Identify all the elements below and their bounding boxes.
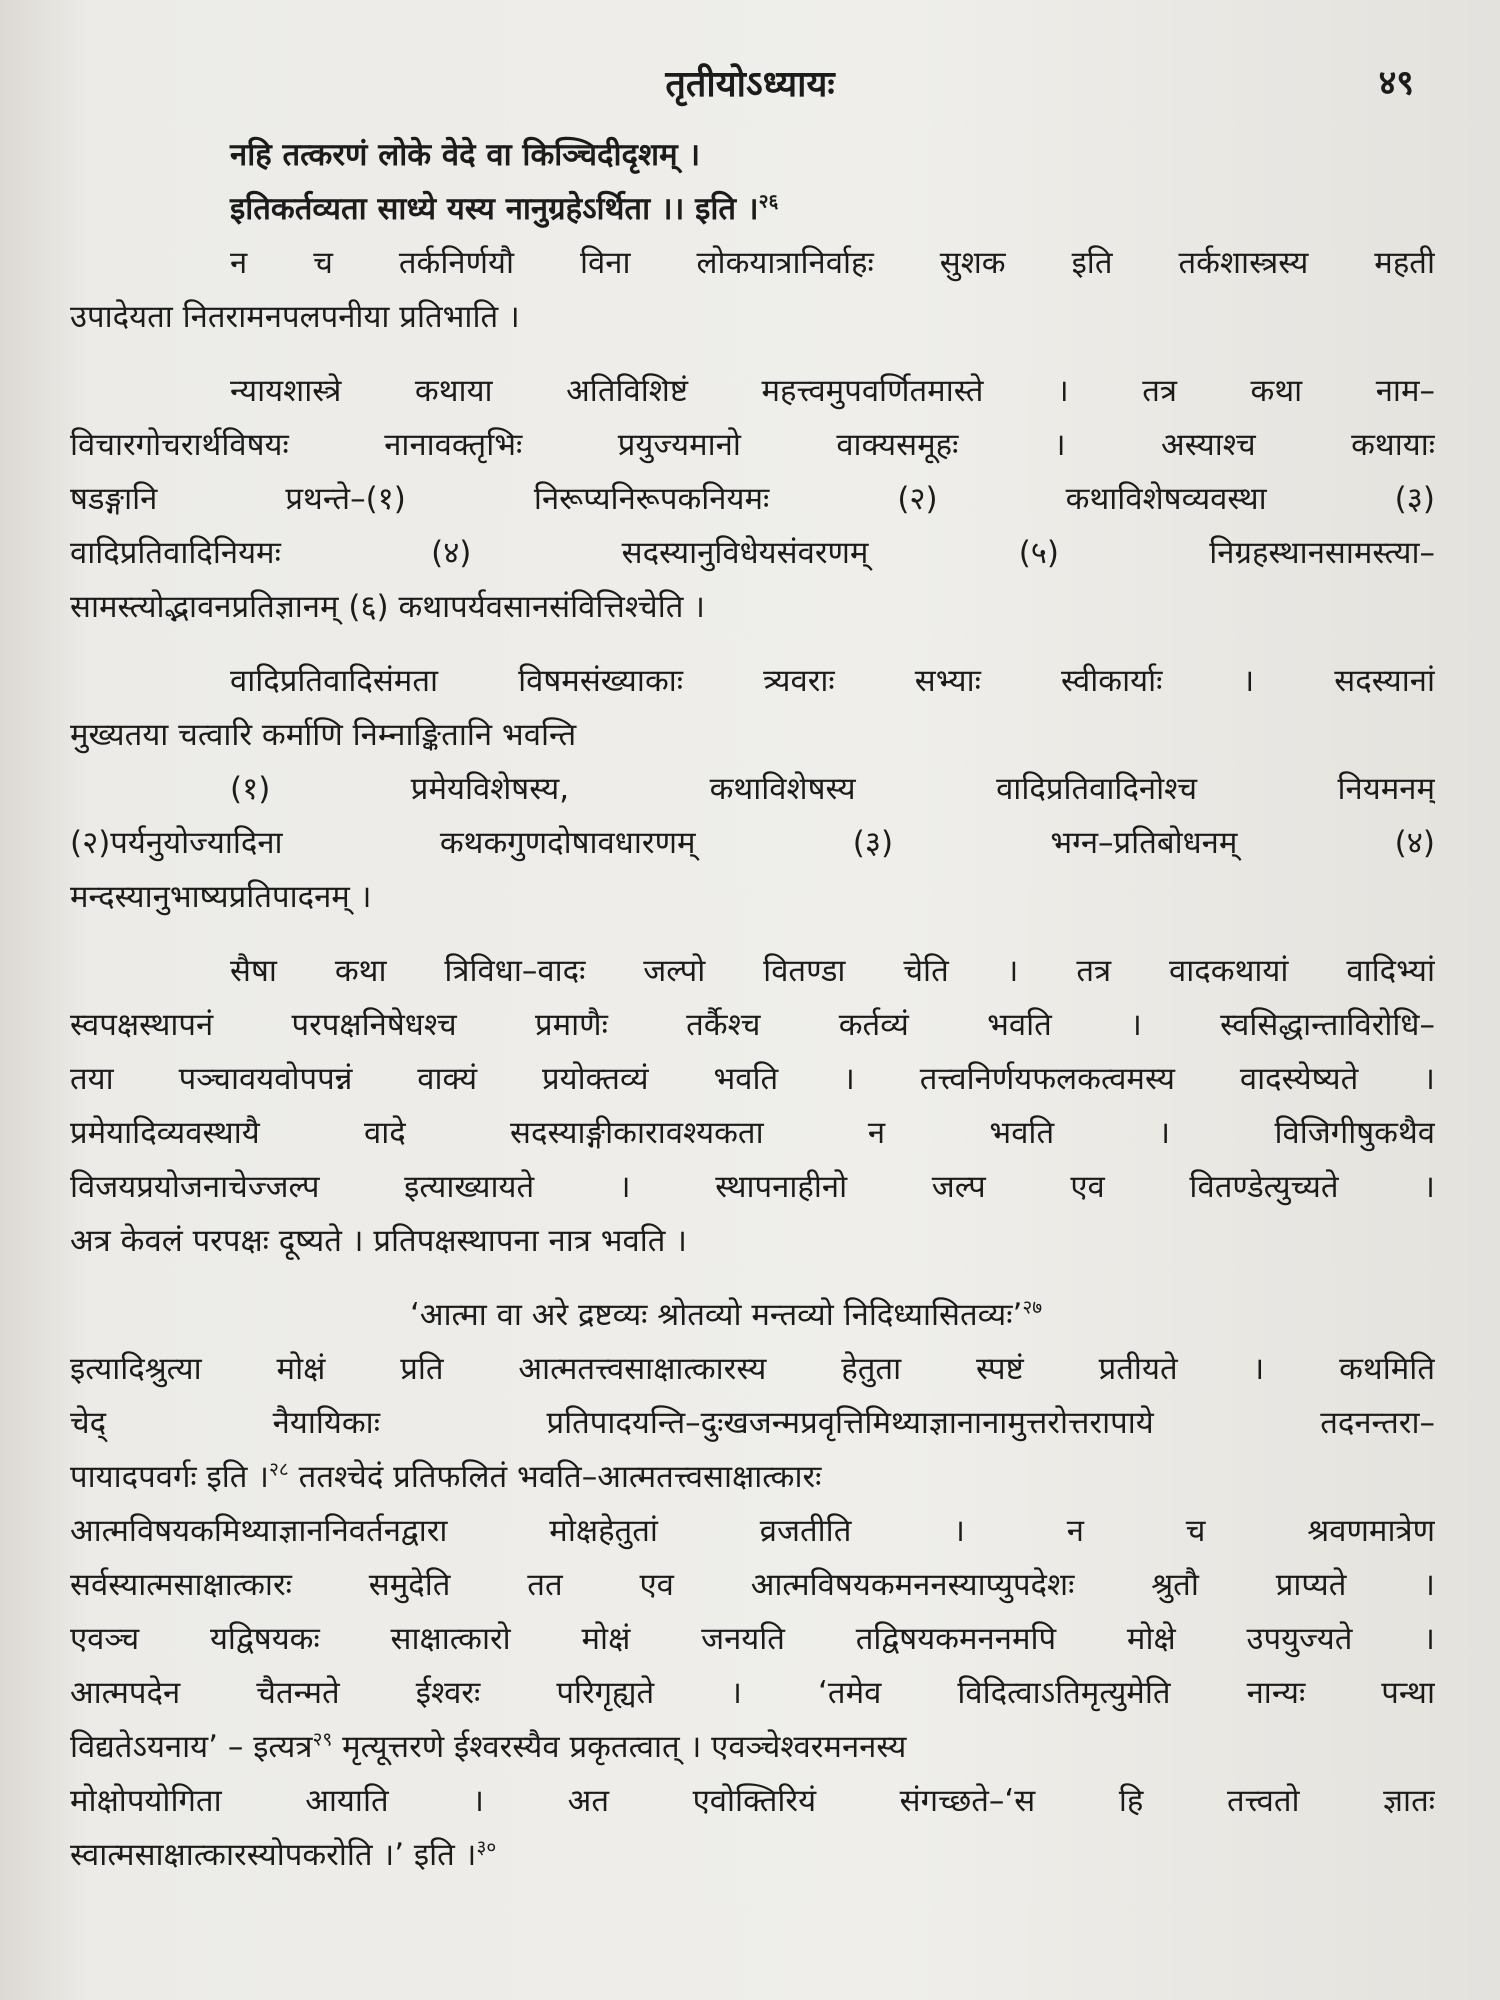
paragraph-line: आत्मपदेन चैतन्मते ईश्वरः परिगृह्यते । ‘तमेव विदित्वाऽतिमृत्युमेति नान्यः पन्था [70, 1675, 1435, 1711]
footnote-ref: २९ [312, 1728, 333, 1751]
paragraph-line [70, 1450, 1435, 1504]
paragraph-line: न च तर्कनिर्णयौ विना लोकयात्रानिर्वाहः सुशक इति तर्कशास्त्रस्य महती [230, 245, 1435, 281]
paragraph-line: षडङ्गानि प्रथन्ते–(१) निरूप्यनिरूपकनियमः (२) कथाविशेषव्यवस्था (३) [70, 481, 1435, 517]
footnote-ref: ३० [476, 1836, 497, 1859]
page-number: ४९ [1378, 63, 1414, 103]
text-segment: ततश्चेदं प्रतिफलितं भवति–आत्मतत्त्वसाक्षात्कारः [288, 1459, 822, 1495]
paragraph-line: मोक्षोपयोगिता आयाति । अत एवोक्तिरियं संगच्छते–‘स हि तत्त्वतो ज्ञातः [70, 1783, 1435, 1819]
paragraph-line: वादिप्रतिवादिनियमः (४) सदस्यानुविधेयसंवरणम् (५) निग्रहस्थानसामस्त्या– [70, 535, 1435, 571]
verse-text: इतिकर्तव्यता साध्ये यस्य नानुग्रहेऽर्थिता ।। इति । [230, 191, 759, 227]
list-line: (१) प्रमेयविशेषस्य, कथाविशेषस्य वादिप्रतिवादिनोश्च नियमनम् [230, 771, 1435, 807]
verse-text: नहि तत्करणं लोके वेदे वा किञ्चिदीदृशम् । [230, 137, 701, 173]
page-body [70, 128, 1435, 1882]
paragraph-line: वादिप्रतिवादिसंमता विषमसंख्याकाः त्र्यवराः सभ्याः स्वीकार्याः । सदस्यानां [230, 663, 1435, 699]
paragraph-line: उपादेयता नितरामनपलपनीया प्रतिभाति । [70, 299, 520, 335]
paragraph-line: सैषा कथा त्रिविधा–वादः जल्पो वितण्डा चेति । तत्र वादकथायां वादिभ्यां [230, 953, 1435, 989]
paragraph-line: अत्र केवलं परपक्षः दूष्यते । प्रतिपक्षस्थापना नात्र भवति । [70, 1223, 688, 1259]
paragraph-line: सामस्त्योद्भावनप्रतिज्ञानम् (६) कथापर्यवसानसंवित्तिश्चेति । [70, 589, 705, 625]
paragraph-line: तया पञ्चावयवोपपन्नं वाक्यं प्रयोक्तव्यं भवति । तत्त्वनिर्णयफलकत्वमस्य वादस्येष्यते । [70, 1061, 1435, 1097]
paragraph-line [70, 1720, 1435, 1774]
paragraph-line: आत्मविषयकमिथ्याज्ञाननिवर्तनद्वारा मोक्षहेतुतां व्रजतीति । न च श्रवणमात्रेण [70, 1513, 1435, 1549]
text-segment: पायादपवर्गः इति । [70, 1459, 270, 1495]
text-segment: स्वात्मसाक्षात्कारस्योपकरोति ।’ इति । [70, 1837, 477, 1873]
paragraph-line: चेद् नैयायिकाः प्रतिपादयन्ति–दुःखजन्मप्रवृत्तिमिथ्याज्ञानानामुत्तरोत्तरापाये तदनन्तरा– [70, 1405, 1435, 1441]
paragraph-line: स्वपक्षस्थापनं परपक्षनिषेधश्च प्रमाणैः तर्कैश्च कर्तव्यं भवति । स्वसिद्धान्ताविरोधि– [70, 1007, 1435, 1043]
paragraph-line: विजयप्रयोजनाचेज्जल्प इत्याख्यायते । स्थापनाहीनो जल्प एव वितण्डेत्युच्यते । [70, 1169, 1435, 1205]
quote-line [70, 1288, 1435, 1342]
paragraph-line: न्यायशास्त्रे कथाया अतिविशिष्टं महत्त्वमुपवर्णितमास्ते । तत्र कथा नाम– [230, 373, 1435, 409]
paragraph-line: सर्वस्यात्मसाक्षात्कारः समुदेति तत एव आत्मविषयकमननस्याप्युपदेशः श्रुतौ प्राप्यते । [70, 1567, 1435, 1603]
verse-line [70, 182, 1435, 236]
text-segment: विद्यतेऽयनाय’ – इत्यत्र [70, 1729, 313, 1765]
paragraph-line [70, 1828, 1435, 1882]
chapter-title: तृतीयोऽध्यायः [665, 64, 835, 105]
paragraph-line: विचारगोचरार्थविषयः नानावक्तृभिः प्रयुज्यमानो वाक्यसमूहः । अस्याश्च कथायाः [70, 427, 1435, 463]
paragraph-line: प्रमेयादिव्यवस्थायै वादे सदस्याङ्गीकारावश्यकता न भवति । विजिगीषुकथैव [70, 1115, 1435, 1151]
paragraph-line: एवञ्च यद्विषयकः साक्षात्कारो मोक्षं जनयति तद्विषयकमननमपि मोक्षे उपयुज्यते । [70, 1621, 1435, 1657]
verse-line [70, 128, 1435, 182]
text-segment: मृत्यूत्तरणे ईश्वरस्यैव प्रकृतत्वात् । एवञ्चेश्वरमननस्य [332, 1729, 907, 1765]
footnote-ref: २७ [1022, 1296, 1043, 1319]
list-line: (२)पर्यनुयोज्यादिना कथकगुणदोषावधारणम् (३) भग्न–प्रतिबोधनम् (४) [70, 825, 1435, 861]
quote-text: ‘आत्मा वा अरे द्रष्टव्यः श्रोतव्यो मन्तव्यो निदिध्यासितव्यः’ [410, 1297, 1023, 1333]
paragraph-line: इत्यादिश्रुत्या मोक्षं प्रति आत्मतत्त्वसाक्षात्कारस्य हेतुता स्पष्टं प्रतीयते । कथमिति [70, 1351, 1435, 1387]
footnote-ref: २६ [758, 190, 779, 213]
page-header [0, 58, 1500, 118]
footnote-ref: २८ [269, 1458, 289, 1481]
list-line: मन्दस्यानुभाष्यप्रतिपादनम् । [70, 879, 372, 915]
paragraph-line: मुख्यतया चत्वारि कर्माणि निम्नाङ्कितानि भवन्ति [70, 717, 577, 753]
